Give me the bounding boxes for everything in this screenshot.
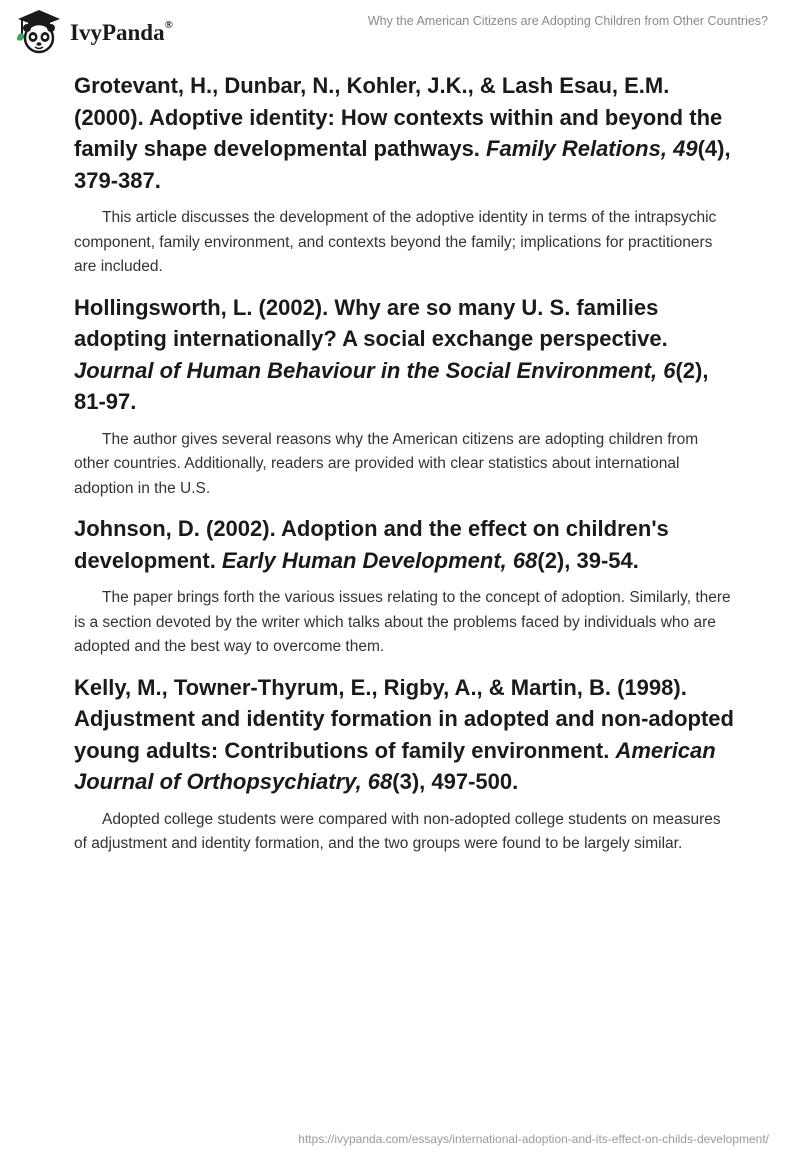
reference-entry xyxy=(74,292,734,502)
reference-entry xyxy=(74,672,734,857)
reference-annotation: Adopted college students were compared with non-adopted college students on measures of adjustment and identity formation, and the two groups were found to be largely similar. xyxy=(74,810,721,852)
reference-annotation: This article discusses the development of the adoptive identity in terms of the intrapsychic component, family environment, and contexts beyond the family; implications for practitioners are included. xyxy=(74,209,717,275)
ivypanda-logo[interactable] xyxy=(14,8,173,54)
reference-citation: Grotevant, H., Dunbar, N., Kohler, J.K., & Lash Esau, E.M. (2000). Adoptive identity: How contexts within and beyond the family shape developmental pathways. Family Relations, 49(4), 379-387. xyxy=(74,73,731,193)
panda-mascot-icon xyxy=(14,8,64,54)
document-title: Why the American Citizens are Adopting Children from Other Countries? xyxy=(367,14,768,28)
reference-citation: Johnson, D. (2002). Adoption and the effect on children's development. Early Human Development, 68(2), 39-54. xyxy=(74,516,669,573)
reference-entry xyxy=(74,513,734,660)
references-list xyxy=(74,70,734,869)
source-url[interactable]: https://ivypanda.com/essays/international-adoption-and-its-effect-on-childs-development/ xyxy=(298,1132,769,1146)
page-header xyxy=(0,0,800,64)
brand-name: IvyPanda® xyxy=(70,19,173,45)
reference-entry xyxy=(74,70,734,280)
reference-citation: Kelly, M., Towner-Thyrum, E., Rigby, A., & Martin, B. (1998). Adjustment and identity formation in adopted and non-adopted young adults: Contributions of family environment. American Journal of Orthopsychiatry, 68(3), 497-500. xyxy=(74,674,734,794)
reference-annotation: The author gives several reasons why the American citizens are adopting children from other countries. Additionally, readers are provided with clear statistics about international adoption in the U.S. xyxy=(74,430,699,497)
reference-citation: Hollingsworth, L. (2002). Why are so many U. S. families adopting internationally? A social exchange perspective. Journal of Human Behaviour in the Social Environment, 6(2), 81-97. xyxy=(74,294,709,414)
reference-annotation: The paper brings forth the various issues relating to the concept of adoption. Similarly, there is a section devoted by the writer which talks about the problems faced by individuals who are adopted and the best way to overcome them. xyxy=(74,589,731,655)
